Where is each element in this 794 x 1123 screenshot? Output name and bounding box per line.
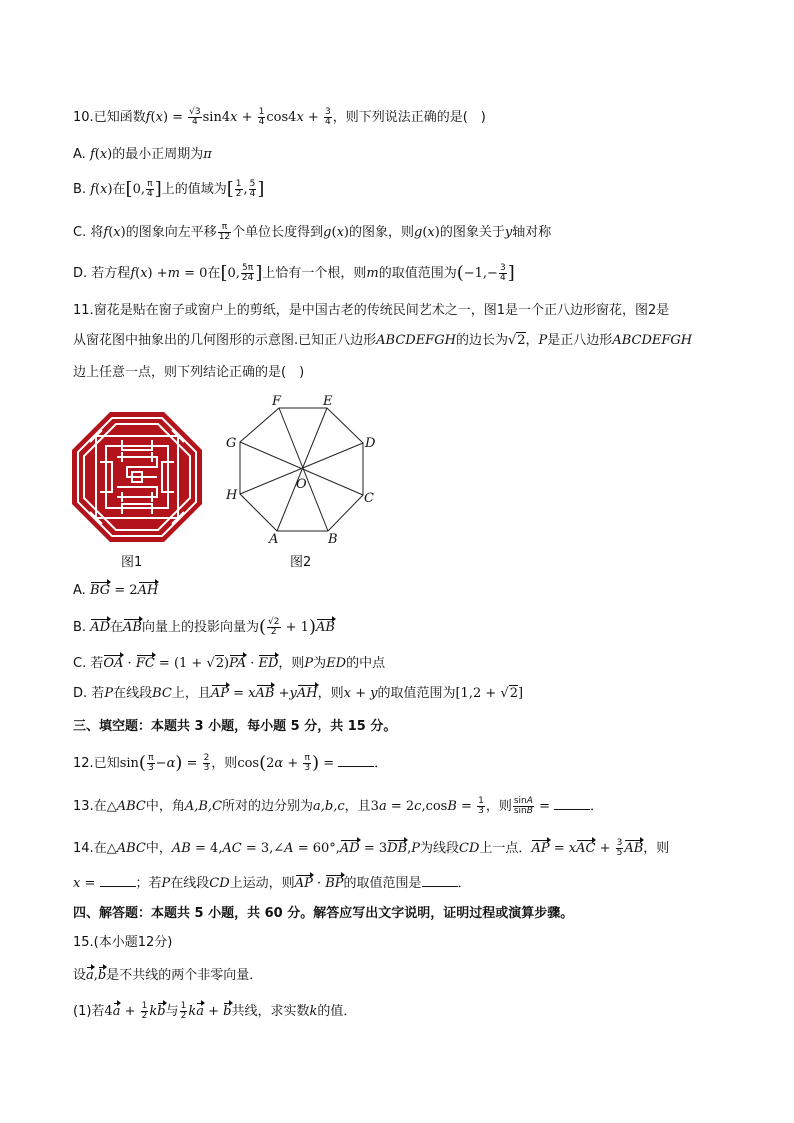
- q12: 12.已知sin( $\frac{\pi}{3}$ −α) = $\frac{2}{3}$ ，则cos(2α + $\frac{\pi}{3}$ ) = ．: [73, 752, 388, 774]
- q14-line1: 14.在△ABC中，AB = 4,AC = 3,∠A = 60°,AD = 3DB,P为线段CD上一点．AP = xAC + $\frac{3}{5}$ AB，则: [73, 838, 670, 858]
- q12-answer-blank[interactable]: [338, 754, 374, 767]
- q11-stem-line1: 11.窗花是贴在窗子或窗户上的剪纸，是中国古老的传统民间艺术之一，图1是一个正八边形窗花，图2是: [73, 303, 670, 318]
- q11-stem-line2: 从窗花图中抽象出的几何图形的示意图.已知正八边形ABCDEFGH的边长为√2，P是正八边形ABCDEFGH: [73, 333, 693, 348]
- q14-line2: x = ；若P在线段CD上运动，则AP · BP的取值范围是 ．: [73, 876, 471, 891]
- octagon-diagram: [222, 390, 382, 548]
- vertex-label-g: G: [226, 436, 237, 451]
- vertex-label-c: C: [364, 491, 374, 506]
- vertex-label-d: D: [365, 436, 376, 451]
- q10-option-a: A. f(x)的最小正周期为π: [73, 147, 212, 162]
- q10-stem: 10.已知函数f(x) = $\frac{√3}{4}$ sin4x + $\frac{1}{4}$ cos4x + $\frac{3}{4}$ ，则下列说法正确的是( ): [73, 107, 486, 127]
- q15-intro: 设a,b是不共线的两个非零向量．: [73, 968, 263, 983]
- q10-option-c: C. 将f(x)的图象向左平移 $\frac{\pi}{12}$ 个单位长度得到g(x)的图象，则g(x)的图象关于y轴对称: [73, 222, 552, 242]
- vertex-label-b: B: [328, 532, 338, 547]
- vertex-label-a: A: [269, 532, 279, 547]
- vertex-label-f: F: [272, 394, 282, 409]
- section4-heading: 四、解答题：本题共 5 小题，共 60 分。解答应写出文字说明，证明过程或演算步骤。: [73, 906, 574, 921]
- q10-option-b: B. f(x)在[0, $\frac{\pi}{4}$ ]上的值域为[ $\frac{1}{2}$ , $\frac{5}{4}$ ]: [73, 178, 265, 200]
- q15-header: 15.(本小题12分): [73, 935, 173, 950]
- q15-part1: (1)若4a + $\frac{1}{2}$ kb与 $\frac{1}{2}$ ka + b共线，求实数k的值．: [73, 1001, 357, 1021]
- figure1-caption: 图1: [121, 555, 143, 570]
- q14-x-blank[interactable]: [100, 874, 136, 887]
- q13-answer-blank[interactable]: [554, 797, 590, 810]
- q14-range-blank[interactable]: [422, 874, 458, 887]
- vertex-label-e: E: [323, 394, 333, 409]
- window-flower-figure: [72, 412, 202, 542]
- section3-heading: 三、填空题：本题共 3 小题，每小题 5 分，共 15 分。: [73, 719, 397, 734]
- q11-stem-line3: 边上任意一点，则下列结论正确的是( ): [73, 365, 305, 380]
- q11-option-b: B. AD在AB向量上的投影向量为( $\frac{√2}{2}$ + 1)AB: [73, 616, 335, 638]
- q10-option-d: D. 若方程f(x) +m = 0在[0, $\frac{5\pi}{24}$ ]上恰有一个根，则m的取值范围为(−1,− $\frac{3}{4}$ ]: [73, 262, 515, 284]
- center-label-o: O: [296, 477, 307, 492]
- q11-option-d: D. 若P在线段BC上，且AP = xAB +yAH，则x + y的取值范围为[1,2 + √2]: [73, 686, 524, 701]
- q13: 13.在△ABC中，角A,B,C所对的边分别为a,b,c，且3a = 2c,cosB = $\frac{1}{3}$ ，则 $\frac{\sin A}{\sin B}$ = ．: [73, 796, 604, 816]
- q11-option-a: A. BG = 2AH: [73, 583, 159, 598]
- q11-option-c: C. 若OA · FC = (1 + √2)PA · ED，则P为ED的中点: [73, 656, 386, 671]
- vertex-label-h: H: [226, 488, 238, 503]
- figure2-caption: 图2: [290, 555, 312, 570]
